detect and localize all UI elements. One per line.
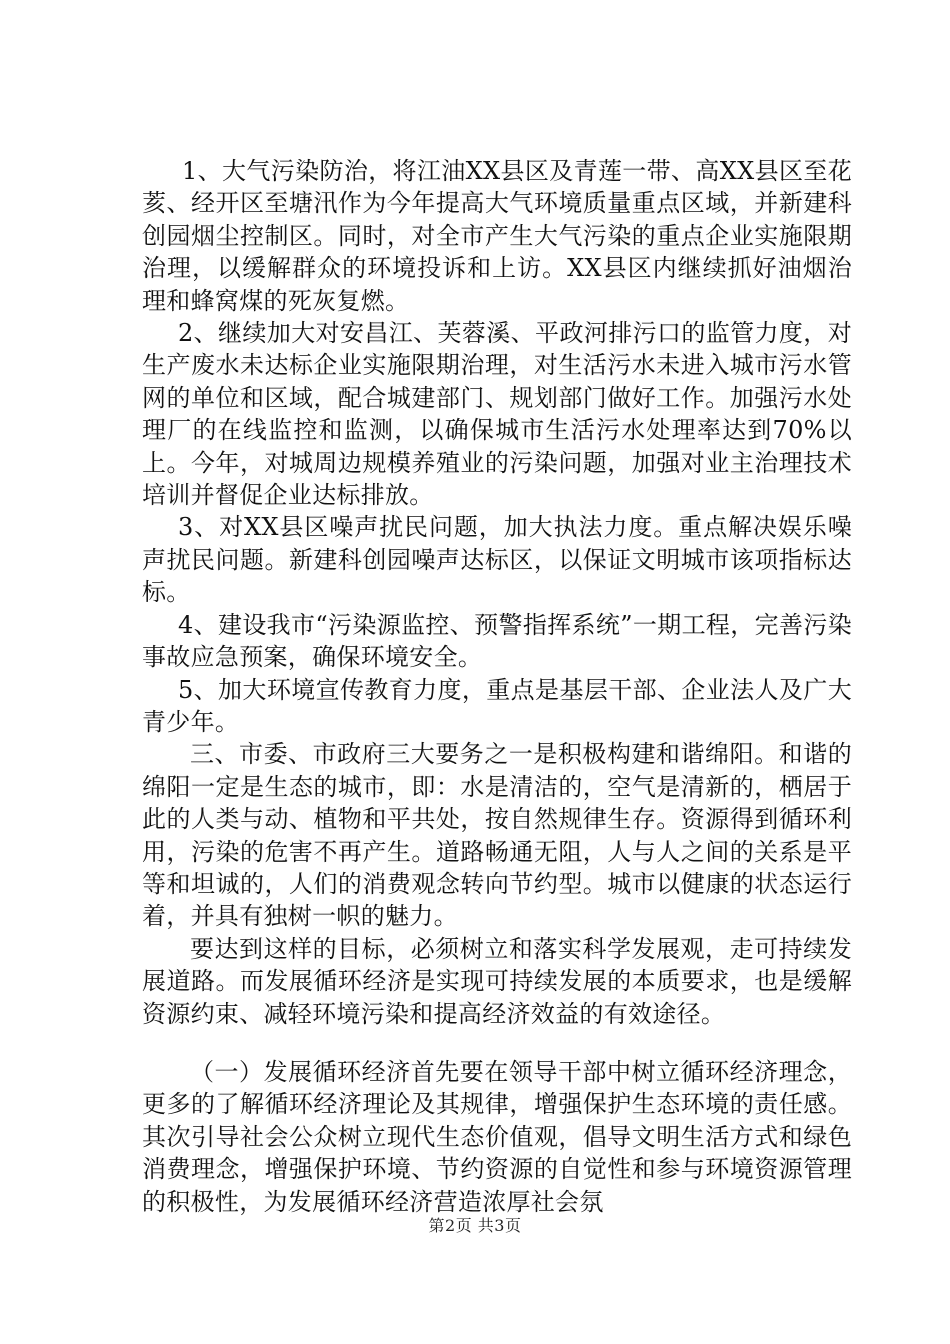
paragraph-monitoring-system: 4、建设我市“污染源监控、预警指挥系统”一期工程，完善污染事故应急预案，确保环境安全。 [142,610,852,672]
document-body [142,155,852,1218]
paragraph-noise: 3、对XX县区噪声扰民问题，加大执法力度。重点解决娱乐噪声扰民问题。新建科创园噪声达标区，以保证文明城市该项指标达标。 [142,513,852,607]
paragraph-harmonious-city: 三、市委、市政府三大要务之一是积极构建和谐绵阳。和谐的绵阳一定是生态的城市，即：水是清洁的，空气是清新的，栖居于此的人类与动、植物和平共处，按自然规律生存。资源得到循环利用，污染的危害不再产生。道路畅通无阻，人与人之间的关系是平等和坦诚的，人们的消费观念转向节约型。城市以健康的状态运行着，并具有独树一帜的魅力。 [142,740,852,931]
paragraph-sustainable-development: 要达到这样的目标，必须树立和落实科学发展观，走可持续发展道路。而发展循环经济是实现可持续发展的本质要求，也是缓解资源约束、减轻环境污染和提高经济效益的有效途径。 [142,934,852,1028]
paragraph-circular-economy: （一）发展循环经济首先要在领导干部中树立循环经济理念，更多的了解循环经济理论及其规律，增强保护生态环境的责任感。其次引导社会公众树立现代生态价值观，倡导文明生活方式和绿色消费理念，增强保护环境、节约资源的自觉性和参与环境资源管理的积极性，为发展循环经济营造浓厚社会氛 [142,1057,852,1216]
paragraph-education: 5、加大环境宣传教育力度，重点是基层干部、企业法人及广大青少年。 [142,675,852,736]
paragraph-water-pollution: 2、继续加大对安昌江、芙蓉溪、平政河排污口的监管力度，对生产废水未达标企业实施限期治理，对生活污水未进入城市污水管网的单位和区域，配合城建部门、规划部门做好工作。加强污水处理厂的在线监控和监测，以确保城市生活污水处理率达到70%以上。今年，对城周边规模养殖业的污染问题，加强对业主治理技术培训并督促企业达标排放。 [142,319,852,510]
paragraph-air-pollution: 1、大气污染防治，将江油XX县区及青莲一带、高XX县区至花荄、经开区至塘汛作为今年提高大气环境质量重点区域，并新建科创园烟尘控制区。同时，对全市产生大气污染的重点企业实施限期治理，以缓解群众的环境投诉和上访。XX县区内继续抓好油烟治理和蜂窝煤的死灰复燃。 [142,157,852,315]
page-number-footer: 第2页 共3页 [428,1216,522,1235]
